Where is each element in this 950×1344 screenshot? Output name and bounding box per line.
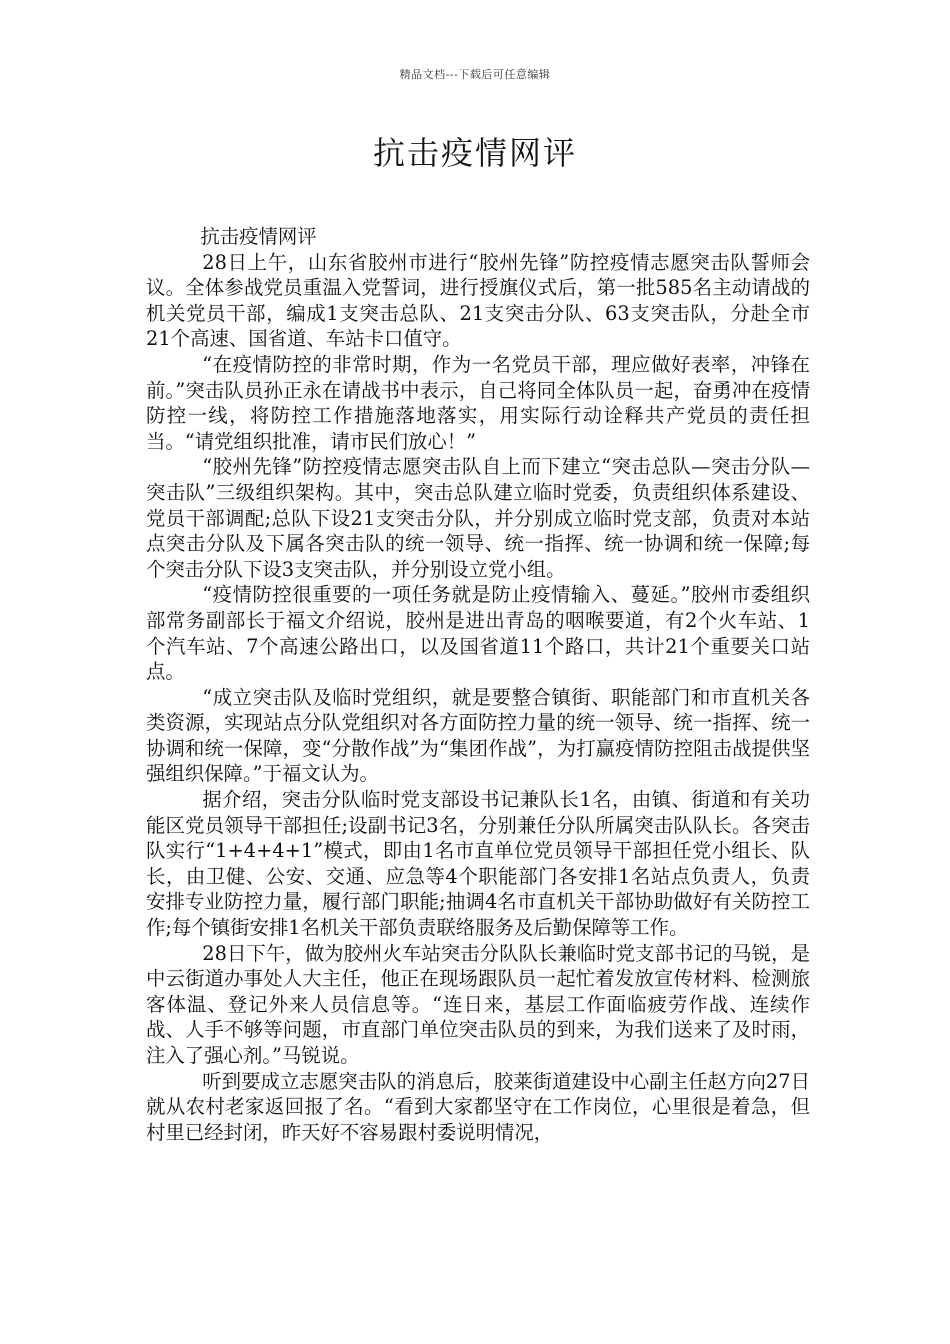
paragraph: “疫情防控很重要的一项任务就是防止疫情输入、蔓延。”胶州市委组织部常务副部长于福文介绍说，胶州是进出青岛的咽喉要道，有2个火车站、1个汽车站、7个高速公路出口，以及国省道11个路口，共计21个重要关口站点。 (146, 583, 810, 684)
paragraph: 28日上午，山东省胶州市进行“胶州先锋”防控疫情志愿突击队誓师会议。全体参战党员重温入党誓词，进行授旗仪式后，第一批585名主动请战的机关党员干部，编成1支突击总队、21支突击分队、63支突击队，分赴全市21个高速、国省道、车站卡口值守。 (146, 250, 810, 351)
paragraph: 28日下午，做为胶州火车站突击分队队长兼临时党支部书记的马锐，是中云街道办事处人大主任，他正在现场跟队员一起忙着发放宣传材料、检测旅客体温、登记外来人员信息等。“连日来，基层工作面临疲劳作战、连续作战、人手不够等问题，市直部门单位突击队员的到来，为我们送来了及时雨，注入了强心剂。”马锐说。 (146, 941, 810, 1067)
document-body (146, 224, 810, 1145)
paragraph: “成立突击队及临时党组织，就是要整合镇街、职能部门和市直机关各类资源，实现站点分队党组织对各方面防控力量的统一领导、统一指挥、统一协调和统一保障，变“分散作战”为“集团作战”，为打赢疫情防控阻击战提供坚强组织保障。”于福文认为。 (146, 685, 810, 786)
paragraph: 据介绍，突击分队临时党支部设书记兼队长1名，由镇、街道和有关功能区党员领导干部担任;设副书记3名，分别兼任分队所属突击队队长。各突击队实行“1+4+4+1”模式，即由1名市直单位党员领导干部担任党小组长、队长，由卫健、公安、交通、应急等4个职能部门各安排1名站点负责人，负责安排专业防控力量，履行部门职能;抽调4名市直机关干部协助做好有关防控工作;每个镇街安排1名机关干部负责联络服务及后勤保障等工作。 (146, 788, 810, 940)
header-note: 精品文档---下载后可任意编辑 (399, 68, 551, 81)
paragraph: “在疫情防控的非常时期，作为一名党员干部，理应做好表率，冲锋在前。”突击队员孙正永在请战书中表示，自己将同全体队员一起，奋勇冲在疫情防控一线，将防控工作措施落地落实，用实际行动诠释共产党员的责任担当。“请党组织批准，请市民们放心！” (146, 352, 810, 453)
paragraph: 听到要成立志愿突击队的消息后，胶莱街道建设中心副主任赵方向27日就从农村老家返回报了名。“看到大家都坚守在工作岗位，心里很是着急，但村里已经封闭，昨天好不容易跟村委说明情况， (146, 1069, 810, 1144)
paragraph: “胶州先锋”防控疫情志愿突击队自上而下建立“突击总队—突击分队—突击队”三级组织架构。其中，突击总队建立临时党委，负责组织体系建设、党员干部调配;总队下设21支突击分队，并分别成立临时党支部，负责对本站点突击分队及下属各突击队的统一领导、统一指挥、统一协调和统一保障;每个突击分队下设3支突击队，并分别设立党小组。 (146, 455, 810, 581)
document-title: 抗击疫情网评 (372, 134, 577, 172)
paragraph-subtitle: 抗击疫情网评 (200, 225, 317, 248)
